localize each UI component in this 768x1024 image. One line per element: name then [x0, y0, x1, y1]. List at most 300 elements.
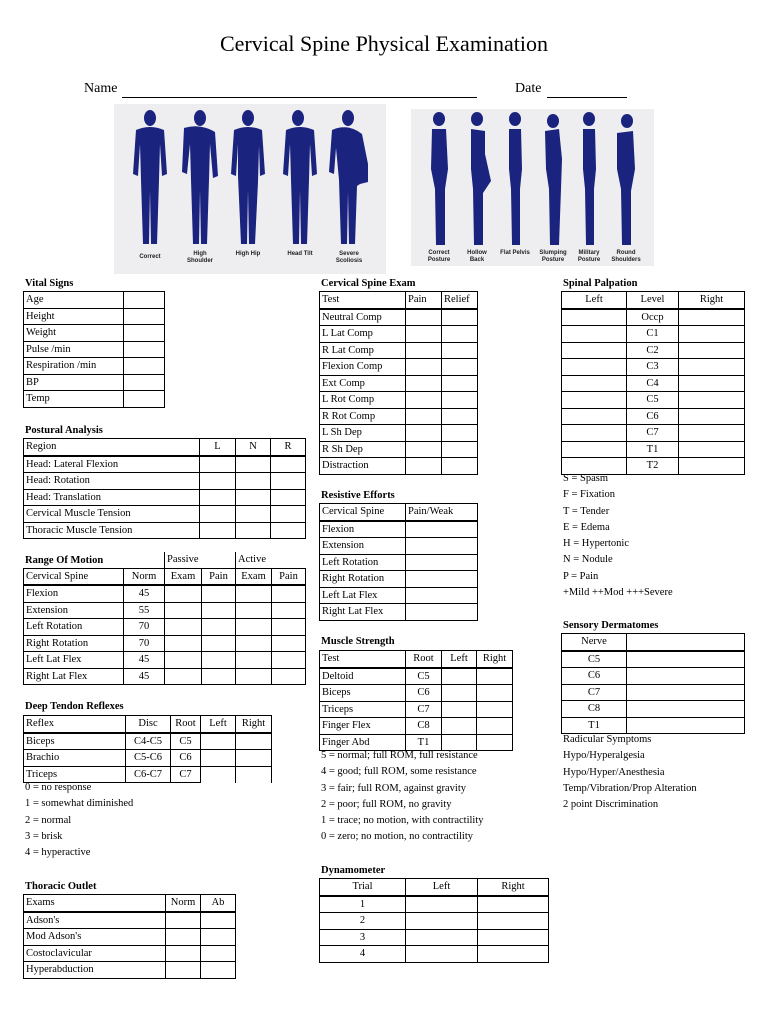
entry-cell[interactable]	[478, 946, 549, 963]
entry-cell[interactable]	[236, 750, 272, 767]
entry-cell[interactable]	[201, 912, 236, 929]
entry-cell[interactable]	[272, 602, 306, 619]
legend-item: 2 = poor; full ROM, no gravity	[321, 798, 452, 810]
entry-cell[interactable]	[406, 538, 478, 555]
row-label: Neutral Comp	[320, 309, 406, 326]
column-header	[627, 634, 745, 651]
column-header: Pain	[202, 568, 236, 585]
row-label: L Sh Dep	[320, 425, 406, 442]
entry-cell[interactable]	[271, 456, 306, 473]
entry-cell[interactable]	[442, 685, 477, 702]
entry-cell[interactable]	[679, 408, 745, 425]
trial-number: 3	[320, 929, 406, 946]
entry-cell[interactable]	[562, 441, 627, 458]
entry-cell[interactable]	[406, 458, 442, 475]
entry-cell[interactable]	[406, 326, 442, 343]
entry-cell[interactable]	[679, 425, 745, 442]
legend-item: N = Nodule	[563, 554, 613, 566]
table-row	[320, 604, 478, 621]
table-row	[320, 929, 549, 946]
legend-item: 4 = hyperactive	[25, 847, 91, 859]
row-label: Triceps	[320, 701, 406, 718]
row-label: Head: Lateral Flexion	[24, 456, 200, 473]
table-row	[24, 635, 306, 652]
column-header: Right	[236, 716, 272, 733]
table-row	[24, 945, 236, 962]
norm-value: 70	[124, 635, 165, 652]
legend-item: H = Hypertonic	[563, 538, 629, 550]
table-row	[320, 538, 478, 555]
entry-cell[interactable]	[201, 750, 236, 767]
legend-item: 1 = trace; no motion, with contractility	[321, 815, 484, 827]
date-label: Date	[515, 81, 542, 96]
column-header: Cervical Spine	[320, 504, 406, 521]
entry-cell[interactable]	[406, 929, 478, 946]
row-label: Weight	[24, 325, 124, 342]
table-row	[24, 489, 306, 506]
row-label: Triceps	[24, 766, 126, 783]
table-header-row	[320, 879, 549, 896]
vital-value-cell[interactable]	[124, 325, 165, 342]
row-label: Deltoid	[320, 668, 406, 685]
entry-cell[interactable]	[236, 506, 271, 523]
table-row	[562, 668, 745, 685]
entry-cell[interactable]	[201, 962, 236, 979]
nerve-label: C6	[562, 668, 627, 685]
row-label: Head: Rotation	[24, 473, 200, 490]
entry-cell[interactable]	[165, 652, 202, 669]
entry-cell[interactable]	[236, 619, 272, 636]
table-row	[320, 946, 549, 963]
column-header: Right	[478, 879, 549, 896]
entry-cell[interactable]	[406, 441, 442, 458]
table-header-row	[562, 292, 745, 309]
front-figure-caption: Head Tilt	[287, 251, 313, 257]
legend-item: 1 = somewhat diminished	[25, 798, 134, 810]
entry-cell[interactable]	[272, 635, 306, 652]
norm-value: 70	[124, 619, 165, 636]
side-posture-figures	[411, 109, 654, 266]
spinal-palpation-table	[561, 291, 745, 475]
front-figure-caption: High Hip	[235, 251, 261, 257]
table-row	[562, 651, 745, 668]
entry-cell[interactable]	[236, 733, 272, 750]
entry-cell[interactable]	[236, 602, 272, 619]
table-row	[562, 375, 745, 392]
norm-value: 45	[124, 668, 165, 685]
root-value: C7	[406, 701, 442, 718]
deep-tendon-reflexes-table	[23, 715, 272, 783]
entry-cell[interactable]	[272, 585, 306, 602]
row-label: Thoracic Muscle Tension	[24, 522, 200, 539]
entry-cell[interactable]	[406, 587, 478, 604]
vital-value-cell[interactable]	[124, 292, 165, 309]
table-row	[320, 554, 478, 571]
entry-cell[interactable]	[679, 342, 745, 359]
legend-item: 3 = fair; full ROM, against gravity	[321, 782, 467, 794]
entry-cell[interactable]	[406, 521, 478, 538]
entry-cell[interactable]	[627, 701, 745, 718]
column-header: Test	[320, 292, 406, 309]
table-row	[320, 441, 478, 458]
row-label: Left Lat Flex	[24, 652, 124, 669]
table-row	[320, 587, 478, 604]
row-label: Flexion Comp	[320, 359, 406, 376]
root-value: C7	[171, 766, 201, 783]
entry-cell[interactable]	[679, 326, 745, 343]
entry-cell[interactable]	[236, 668, 272, 685]
root-value: C6	[406, 685, 442, 702]
vital-value-cell[interactable]	[124, 341, 165, 358]
side-figure-caption: Round Shoulders	[611, 250, 641, 263]
entry-cell[interactable]	[627, 684, 745, 701]
column-header: Left	[562, 292, 627, 309]
column-header: Root	[406, 651, 442, 668]
entry-cell[interactable]	[562, 408, 627, 425]
entry-cell[interactable]	[442, 408, 478, 425]
entry-cell[interactable]	[236, 585, 272, 602]
column-header: Trial	[320, 879, 406, 896]
table-header-row	[320, 292, 478, 309]
entry-cell[interactable]	[165, 619, 202, 636]
note-item: 2 point Discrimination	[563, 799, 659, 811]
entry-cell[interactable]	[442, 326, 478, 343]
entry-cell[interactable]	[406, 375, 442, 392]
nerve-label: C7	[562, 684, 627, 701]
table-row	[320, 571, 478, 588]
table-row	[24, 391, 165, 408]
table-row	[562, 425, 745, 442]
table-row	[320, 425, 478, 442]
entry-cell[interactable]	[201, 766, 236, 783]
entry-cell[interactable]	[442, 309, 478, 326]
table-header-row	[320, 504, 478, 521]
thoracic-outlet-table	[23, 894, 236, 979]
name-field[interactable]	[122, 97, 477, 98]
entry-cell[interactable]	[166, 912, 201, 929]
entry-cell[interactable]	[406, 896, 478, 913]
side-figure-caption: Slumping Posture	[539, 250, 567, 263]
entry-cell[interactable]	[442, 392, 478, 409]
row-label: Left Lat Flex	[320, 587, 406, 604]
entry-cell[interactable]	[200, 489, 236, 506]
entry-cell[interactable]	[202, 668, 236, 685]
table-row	[320, 913, 549, 930]
entry-cell[interactable]	[165, 585, 202, 602]
entry-cell[interactable]	[442, 425, 478, 442]
legend-item: 2 = normal	[25, 814, 72, 826]
table-row	[320, 685, 513, 702]
column-header: Norm	[166, 895, 201, 912]
legend-item: S = Spasm	[563, 473, 609, 484]
side-figure-caption: Hollow Back	[467, 250, 487, 263]
side-figures-drawing	[411, 109, 654, 249]
table-row	[562, 441, 745, 458]
entry-cell[interactable]	[202, 652, 236, 669]
entry-cell[interactable]	[201, 733, 236, 750]
row-label: Age	[24, 292, 124, 309]
entry-cell[interactable]	[165, 602, 202, 619]
entry-cell[interactable]	[442, 441, 478, 458]
table-row	[24, 456, 306, 473]
entry-cell[interactable]	[200, 456, 236, 473]
entry-cell[interactable]	[679, 375, 745, 392]
table-row	[320, 896, 549, 913]
sensory-dermatomes-heading: Sensory Dermatomes	[563, 620, 659, 631]
sensory-dermatomes-table	[561, 633, 745, 734]
entry-cell[interactable]	[477, 701, 513, 718]
spacer-cell	[24, 552, 124, 568]
entry-cell[interactable]	[442, 718, 477, 735]
entry-cell[interactable]	[406, 571, 478, 588]
level-label: C4	[627, 375, 679, 392]
disc-value: C5-C6	[126, 750, 171, 767]
row-label: L Lat Comp	[320, 326, 406, 343]
table-row	[24, 473, 306, 490]
entry-cell[interactable]	[442, 359, 478, 376]
entry-cell[interactable]	[236, 766, 272, 783]
entry-cell[interactable]	[271, 506, 306, 523]
table-row	[320, 375, 478, 392]
entry-cell[interactable]	[202, 602, 236, 619]
active-group-header: Active	[236, 552, 306, 568]
entry-cell[interactable]	[165, 668, 202, 685]
table-header-row	[24, 568, 306, 585]
table-row	[24, 358, 165, 375]
entry-cell[interactable]	[406, 309, 442, 326]
root-value: C6	[171, 750, 201, 767]
disc-value: C4-C5	[126, 733, 171, 750]
entry-cell[interactable]	[442, 342, 478, 359]
column-header: Disc	[126, 716, 171, 733]
entry-cell[interactable]	[236, 652, 272, 669]
entry-cell[interactable]	[406, 604, 478, 621]
row-label: Distraction	[320, 458, 406, 475]
entry-cell[interactable]	[236, 522, 271, 539]
column-header: L	[200, 439, 236, 456]
norm-value: 45	[124, 652, 165, 669]
norm-value: 55	[124, 602, 165, 619]
level-label: C5	[627, 392, 679, 409]
entry-cell[interactable]	[202, 635, 236, 652]
column-header: Reflex	[24, 716, 126, 733]
entry-cell[interactable]	[442, 668, 477, 685]
entry-cell[interactable]	[562, 342, 627, 359]
entry-cell[interactable]	[200, 522, 236, 539]
entry-cell[interactable]	[477, 668, 513, 685]
entry-cell[interactable]	[202, 585, 236, 602]
entry-cell[interactable]	[562, 359, 627, 376]
entry-cell[interactable]	[200, 473, 236, 490]
entry-cell[interactable]	[272, 619, 306, 636]
vital-value-cell[interactable]	[124, 308, 165, 325]
postural-analysis-table	[23, 438, 306, 539]
column-header: Level	[627, 292, 679, 309]
entry-cell[interactable]	[406, 392, 442, 409]
entry-cell[interactable]	[562, 375, 627, 392]
entry-cell[interactable]	[271, 522, 306, 539]
entry-cell[interactable]	[679, 359, 745, 376]
cervical-spine-exam-heading: Cervical Spine Exam	[321, 278, 416, 289]
front-figures-drawing	[114, 104, 386, 254]
entry-cell[interactable]	[165, 635, 202, 652]
table-row	[24, 962, 236, 979]
entry-cell[interactable]	[442, 458, 478, 475]
entry-cell[interactable]	[679, 309, 745, 326]
legend-item: T = Tender	[563, 505, 610, 517]
root-value: C8	[406, 718, 442, 735]
level-label: C6	[627, 408, 679, 425]
entry-cell[interactable]	[236, 489, 271, 506]
entry-cell[interactable]	[477, 685, 513, 702]
table-row	[562, 392, 745, 409]
entry-cell[interactable]	[406, 342, 442, 359]
row-label: Flexion	[24, 585, 124, 602]
trial-number: 1	[320, 896, 406, 913]
entry-cell[interactable]	[679, 458, 745, 475]
column-header: Left	[201, 716, 236, 733]
entry-cell[interactable]	[166, 962, 201, 979]
entry-cell[interactable]	[236, 456, 271, 473]
row-label: Mod Adson's	[24, 929, 166, 946]
entry-cell[interactable]	[627, 668, 745, 685]
note-item: Hypo/Hyper/Anesthesia	[563, 766, 665, 778]
row-label: Adson's	[24, 912, 166, 929]
legend-item: +Mild ++Mod +++Severe	[563, 587, 673, 599]
reflex-scale-legend	[25, 780, 133, 861]
table-row	[562, 309, 745, 326]
entry-cell[interactable]	[236, 635, 272, 652]
row-label: Finger Abd	[320, 734, 406, 751]
table-row	[24, 602, 306, 619]
entry-cell[interactable]	[236, 473, 271, 490]
legend-item: F = Fixation	[563, 489, 616, 501]
entry-cell[interactable]	[406, 359, 442, 376]
column-header: Pain	[406, 292, 442, 309]
row-label: Temp	[24, 391, 124, 408]
table-row	[320, 392, 478, 409]
table-header-row	[562, 634, 745, 651]
column-header: Test	[320, 651, 406, 668]
table-row	[562, 326, 745, 343]
strength-scale-legend	[321, 748, 484, 846]
level-label: Occp	[627, 309, 679, 326]
level-label: C1	[627, 326, 679, 343]
table-row	[24, 619, 306, 636]
entry-cell[interactable]	[477, 718, 513, 735]
table-header-row	[24, 716, 272, 733]
legend-item: 4 = good; full ROM, some resistance	[321, 766, 477, 778]
entry-cell[interactable]	[272, 668, 306, 685]
entry-cell[interactable]	[202, 619, 236, 636]
vital-value-cell[interactable]	[124, 374, 165, 391]
column-header: Cervical Spine	[24, 568, 124, 585]
column-header: Exams	[24, 895, 166, 912]
column-header: R	[271, 439, 306, 456]
entry-cell[interactable]	[166, 945, 201, 962]
column-header: Region	[24, 439, 200, 456]
row-label: Hyperabduction	[24, 962, 166, 979]
deep-tendon-reflexes-heading: Deep Tendon Reflexes	[25, 701, 124, 712]
passive-group-header: Passive	[165, 552, 236, 568]
entry-cell[interactable]	[406, 408, 442, 425]
entry-cell[interactable]	[442, 375, 478, 392]
entry-cell[interactable]	[200, 506, 236, 523]
column-header: Right	[679, 292, 745, 309]
level-label: C7	[627, 425, 679, 442]
cervical-spine-exam-table	[319, 291, 478, 475]
date-field[interactable]	[547, 97, 627, 98]
level-label: T1	[627, 441, 679, 458]
column-header: Pain	[272, 568, 306, 585]
front-figure-caption: Correct	[139, 254, 161, 260]
thoracic-outlet-heading: Thoracic Outlet	[25, 881, 97, 892]
entry-cell[interactable]	[271, 489, 306, 506]
entry-cell[interactable]	[442, 701, 477, 718]
table-row	[24, 522, 306, 539]
entry-cell[interactable]	[406, 913, 478, 930]
table-row	[320, 668, 513, 685]
row-label: Ext Comp	[320, 375, 406, 392]
level-label: C2	[627, 342, 679, 359]
table-row	[320, 701, 513, 718]
entry-cell[interactable]	[201, 945, 236, 962]
row-label: Left Rotation	[320, 554, 406, 571]
row-label: Respiration /min	[24, 358, 124, 375]
table-row	[24, 652, 306, 669]
entry-cell[interactable]	[406, 425, 442, 442]
entry-cell[interactable]	[478, 929, 549, 946]
table-row	[24, 292, 165, 309]
table-header-row	[24, 439, 306, 456]
column-header: Nerve	[562, 634, 627, 651]
resistive-efforts-heading: Resistive Efforts	[321, 490, 395, 501]
entry-cell[interactable]	[562, 392, 627, 409]
entry-cell[interactable]	[627, 651, 745, 668]
table-row	[562, 408, 745, 425]
front-figure-caption: High Shoulder	[186, 251, 213, 264]
column-header: Norm	[124, 568, 165, 585]
front-figure-caption: Severe Scoliosis	[335, 251, 363, 264]
table-row	[320, 342, 478, 359]
row-label: Right Rotation	[320, 571, 406, 588]
entry-cell[interactable]	[201, 929, 236, 946]
entry-cell[interactable]	[679, 392, 745, 409]
entry-cell[interactable]	[562, 309, 627, 326]
entry-cell[interactable]	[166, 929, 201, 946]
entry-cell[interactable]	[406, 946, 478, 963]
entry-cell[interactable]	[406, 554, 478, 571]
entry-cell[interactable]	[562, 326, 627, 343]
entry-cell[interactable]	[478, 896, 549, 913]
entry-cell[interactable]	[679, 441, 745, 458]
entry-cell[interactable]	[478, 913, 549, 930]
palpation-legend	[563, 471, 673, 601]
row-label: Extension	[24, 602, 124, 619]
vital-value-cell[interactable]	[124, 358, 165, 375]
column-header: Exam	[165, 568, 202, 585]
entry-cell[interactable]	[562, 425, 627, 442]
entry-cell[interactable]	[272, 652, 306, 669]
entry-cell[interactable]	[271, 473, 306, 490]
range-of-motion-table	[23, 552, 306, 685]
table-row	[320, 408, 478, 425]
root-value: C5	[406, 668, 442, 685]
range-of-motion-heading: Range Of Motion	[25, 555, 104, 566]
vital-value-cell[interactable]	[124, 391, 165, 408]
table-row	[24, 308, 165, 325]
table-row	[24, 341, 165, 358]
